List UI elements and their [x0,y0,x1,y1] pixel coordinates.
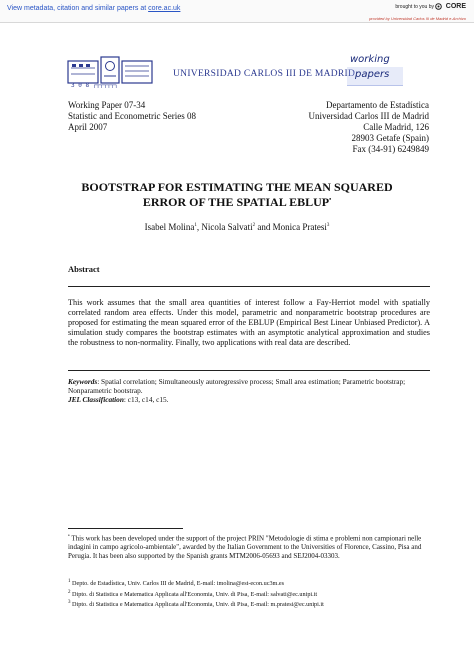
affiliation-3-mark: 3 [68,600,71,606]
affiliation-footnotes [68,578,430,610]
jel-line [68,395,430,404]
title-footnote-mark: • [329,197,332,203]
author-1-mark: 1 [194,223,197,228]
core-metadata-link[interactable] [7,5,180,12]
core-link-prefix: View metadata, citation and similar papers at [7,5,149,12]
author-list [60,222,414,232]
core-banner [0,0,474,23]
affiliation-2-text: Dipto. di Statistica e Matematica Applicata all'Economia, Univ. di Pisa, E-mail: salvati@ec.unipi.it [70,590,318,598]
wp-logo-line2: papers [355,69,390,80]
jel-text: : c13, c14, c15. [123,395,169,404]
title-line-2-text: ERROR OF THE SPATIAL EBLUP [142,195,330,209]
author-2: , Nicola Salvati [196,222,253,232]
abstract-heading: Abstract [68,264,100,274]
abstract-body: This work assumes that the small area quantities of interest follow a Fay-Herriot model with spatially correlated random area effects. Under this model, parametric and nonparametric bootstrap procedures are proposed for estimating the mean squared error of the EBLUP (Empirical Best Linear Unbiased Predictor). A simulation study compares the bootstrap estimates with an asymptotic analytical approximation and studies the robustness to non-normality. Finally, two applications with real data are described. [68,298,430,347]
title-line-2 [60,194,414,209]
street: Calle Madrid, 126 [363,122,429,132]
affiliation-3 [68,599,430,610]
affiliation-1-text: Depto. de Estadística, Univ. Carlos III de Madrid, E-mail: imolina@est-econ.uc3m.es [70,580,285,588]
author-1: Isabel Molina [144,222,195,232]
svg-text:3 0 8 ┌┬┬┬┬┬┐: 3 0 8 ┌┬┬┬┬┬┐ [71,82,118,88]
university-logo-icon [67,52,171,88]
funding-footnote-text: This work has been developed under the support of the project PRIN "Metodologie di stima e problemi non campionari nelle indagini in campo agricolo-ambientale", awarded by the Italian Government to the Universities of Florence, Cassino, Pisa and Perugia. It has been also supported by the Spanish grants MTM2006-05693 and SEJ2004-03303. [68,534,422,561]
affiliation-2-mark: 2 [68,589,71,595]
university-name: UNIVERSIDAD CARLOS III DE MADRID [173,69,356,79]
working-papers-logo [347,52,413,88]
affiliation-2 [68,589,430,600]
fax: Fax (34-91) 6249849 [352,144,429,154]
affiliation-1-mark: 1 [68,579,71,584]
funding-footnote [68,532,430,561]
author-3: and Monica Pratesi [255,222,327,232]
keywords-line [68,377,430,395]
author-3-mark: 3 [326,223,330,228]
series-info [68,100,196,133]
brought-by-text: brought to you by [395,4,434,10]
funding-footnote-mark: • [68,534,70,539]
core-logo-icon [435,3,442,10]
footnote-rule [68,528,183,529]
working-paper-number: Working Paper 07-34 [68,100,146,110]
paper-title [60,181,414,209]
provided-by: provided by Universidad Carlos III de Madrid e-Archivo [369,16,466,21]
jel-label: JEL Classification [68,395,124,404]
wp-logo-line1: working [350,54,390,65]
title-line-1: BOOTSTRAP FOR ESTIMATING THE MEAN SQUARED [81,180,393,194]
keywords-label: Keywords [68,377,98,386]
keywords-text: : Spatial correlation; Simultaneously autoregressive process; Small area estimation; Parametric bootstrap; Nonparametric bootstrap. [68,377,406,395]
core-label[interactable]: CORE [445,3,466,10]
brought-by [395,3,466,10]
series-name: Statistic and Econometric Series 08 [68,111,196,121]
author-2-mark: 2 [252,223,256,228]
logo-area [67,52,407,92]
core-site-link[interactable]: core.ac.uk [148,5,181,12]
department-address [309,100,429,155]
abstract-bottom-rule [68,370,430,371]
department-name: Departamento de Estadística [326,100,429,110]
keywords-block [68,377,430,404]
affiliation-1 [68,578,430,589]
abstract-top-rule [68,286,430,287]
university: Universidad Carlos III de Madrid [308,111,429,121]
affiliation-3-text: Dipto. di Statistica e Matematica Applicata all'Economia, Univ. di Pisa, E-mail: m.pratesi@ec.unipi.it [70,601,324,609]
city: 28903 Getafe (Spain) [351,133,429,143]
publication-date: April 2007 [68,122,108,132]
